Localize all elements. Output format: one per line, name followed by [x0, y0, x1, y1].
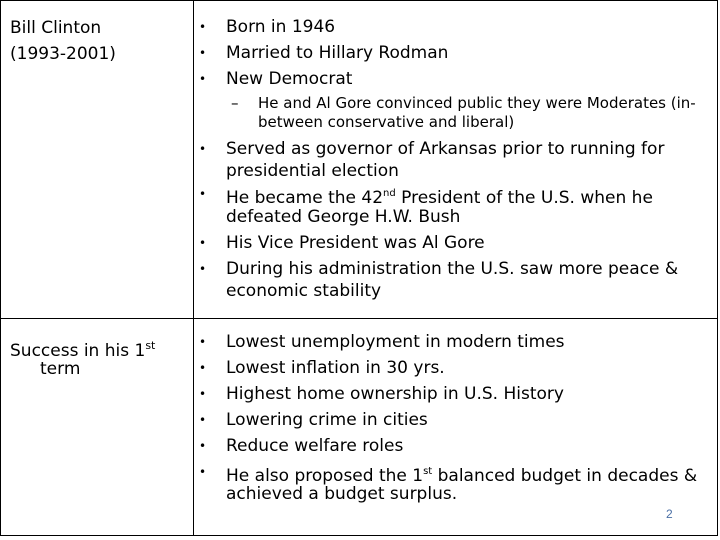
bullet-icon: •	[199, 262, 207, 276]
bullet-icon: •	[199, 187, 207, 201]
row1-title-name: Bill Clinton	[10, 18, 102, 38]
bullet-icon: •	[199, 439, 207, 453]
row1-title-years: (1993-2001)	[10, 44, 116, 64]
bullet-icon: •	[199, 413, 207, 427]
bullet-icon: •	[199, 361, 207, 375]
bullet-icon: •	[199, 236, 207, 250]
bullet-icon: •	[199, 72, 207, 86]
bullet-icon: •	[199, 387, 207, 401]
bullet-icon: •	[199, 46, 207, 60]
row2-title-continued: term	[40, 359, 81, 379]
dash-icon: –	[231, 94, 239, 112]
bullet-icon: •	[199, 142, 207, 156]
bullet-icon: •	[199, 20, 207, 34]
page-number: 2	[666, 507, 673, 521]
row2-title: Success in his 1st	[10, 339, 156, 361]
bullet-icon: •	[199, 465, 207, 479]
bullet-icon: •	[199, 335, 207, 349]
row-divider	[0, 318, 718, 319]
column-divider	[193, 0, 194, 536]
